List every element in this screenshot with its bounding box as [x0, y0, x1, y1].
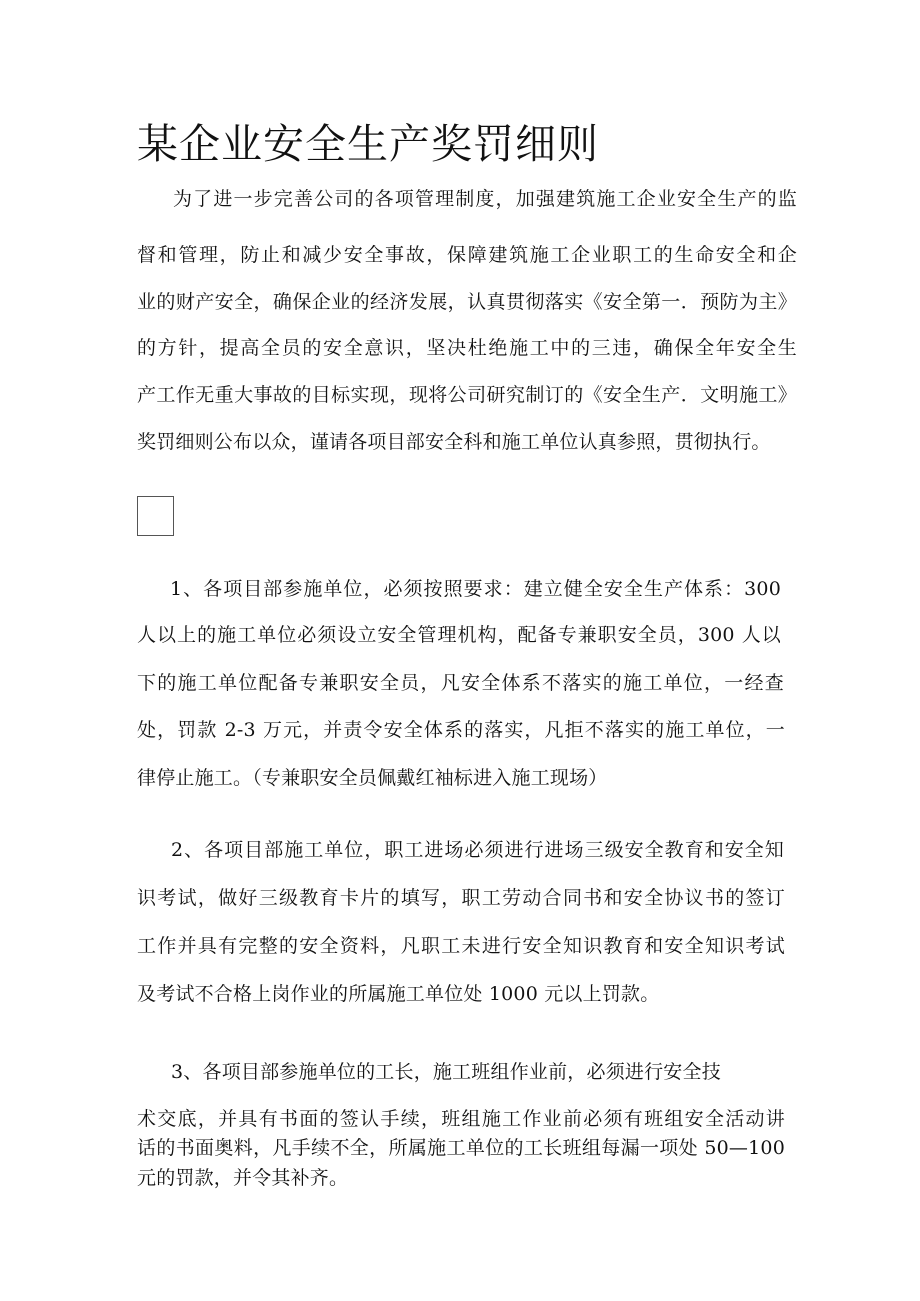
intro-line-3: 业的财产安全，确保企业的经济发展，认真贯彻落实《安全第一．预防为主》	[137, 291, 797, 313]
item1-line-3: 下的施工单位配备专兼职安全员，凡安全体系不落实的施工单位，一经查	[137, 672, 784, 694]
intro-line-2: 督和管理，防止和减少安全事故，保障建筑施工企业职工的生命安全和企	[137, 244, 797, 266]
item2-line-1: 2、各项目部施工单位，职工进场必须进行进场三级安全教育和安全知	[171, 839, 784, 861]
item1-line-5: 律停止施工。（专兼职安全员佩戴红袖标进入施工现场）	[137, 767, 608, 789]
intro-line-4: 的方针，提高全员的安全意识，坚决杜绝施工中的三违，确保全年安全生	[137, 337, 797, 359]
item3-line-1: 3、各项目部参施单位的工长，施工班组作业前，必须进行安全技	[171, 1061, 721, 1083]
item3-line-4: 元的罚款，并令其补齐。	[137, 1167, 349, 1189]
item1-line-2: 人以上的施工单位必须设立安全管理机构，配备专兼职安全员，300 人以	[137, 624, 781, 646]
intro-line-6: 奖罚细则公布以众，谨请各项目部安全科和施工单位认真参照，贯彻执行。	[137, 431, 771, 453]
item2-line-3: 工作并具有完整的安全资料，凡职工未进行安全知识教育和安全知识考试	[137, 935, 785, 957]
document-title: 某企业安全生产奖罚细则	[137, 120, 599, 168]
item2-line-4: 及考试不合格上岗作业的所属施工单位处 1000 元以上罚款。	[137, 983, 660, 1005]
intro-line-5: 产工作无重大事故的目标实现，现将公司研究制订的《安全生产．文明施工》	[137, 384, 797, 406]
item3-line-3: 话的书面奥料，凡手续不全，所属施工单位的工长班组每漏一项处 50—100	[137, 1137, 785, 1159]
intro-line-1: 为了进一步完善公司的各项管理制度，加强建筑施工企业安全生产的监	[173, 188, 797, 210]
empty-checkbox[interactable]	[137, 496, 174, 536]
item2-line-2: 识考试，做好三级教育卡片的填写，职工劳动合同书和安全协议书的签订	[137, 887, 785, 909]
item3-line-2: 术交底，并具有书面的签认手续，班组施工作业前必须有班组安全活动讲	[137, 1108, 785, 1130]
item1-line-4: 处，罚款 2-3 万元，并责令安全体系的落实，凡拒不落实的施工单位，一	[137, 719, 785, 741]
item1-line-1: 1、各项目部参施单位，必须按照要求：建立健全安全生产体系：300	[170, 578, 781, 600]
